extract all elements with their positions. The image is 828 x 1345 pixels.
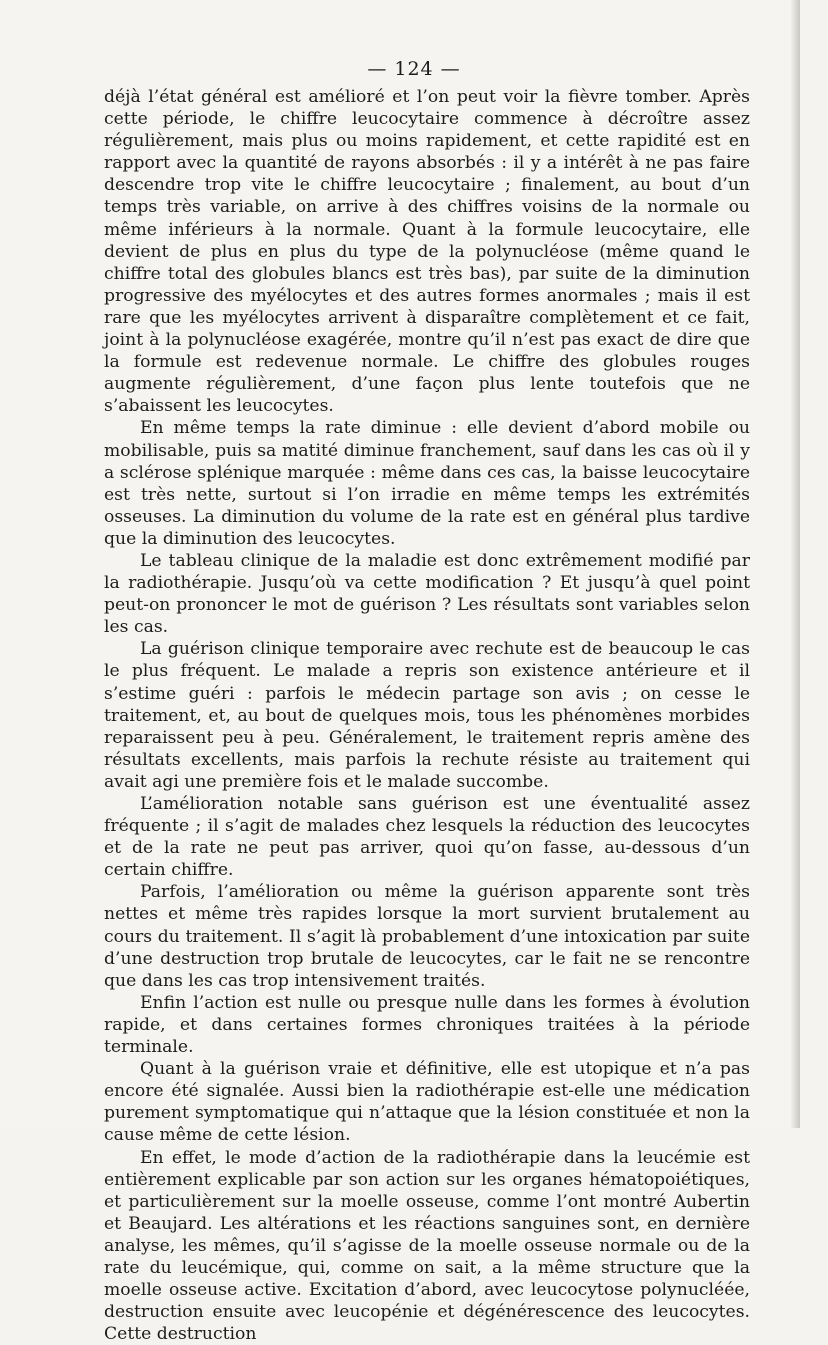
paragraph: Enfin l’action est nulle ou presque nulle dans les formes à évolution rapide, et dans certaines formes chroniques traitées à la période terminale. xyxy=(104,992,750,1058)
body-text xyxy=(104,86,750,1345)
page-edge-shadow xyxy=(790,0,800,1128)
paragraph: En effet, le mode d’action de la radiothérapie dans la leucémie est entièrement explicable par son action sur les organes hématopoiétiques, et particulièrement sur la moelle osseuse, comme l’ont montré Aubertin et Beaujard. Les altérations et les réactions sanguines sont, en dernière analyse, les mêmes, qu’il s’agisse de la moelle osseuse normale ou de la rate du leucémique, qui, comme on sait, a la même structure que la moelle osseuse active. Excitation d’abord, avec leucocytose polynucléée, destruction ensuite avec leucopénie et dégénérescence des leucocytes. Cette destruction xyxy=(104,1147,750,1345)
paragraph: Parfois, l’amélioration ou même la guérison apparente sont très nettes et même très rapides lorsque la mort survient brutalement au cours du traitement. Il s’agit là probablement d’une intoxication par suite d’une destruction trop brutale de leucocytes, car le fait ne se rencontre que dans les cas trop intensivement traités. xyxy=(104,881,750,991)
paragraph: Quant à la guérison vraie et définitive, elle est utopique et n’a pas encore été signalée. Aussi bien la radiothérapie est-elle une médication purement symptomatique qui n’attaque que la lésion constituée et non la cause même de cette lésion. xyxy=(104,1058,750,1146)
paragraph: En même temps la rate diminue : elle devient d’abord mobile ou mobilisable, puis sa matité diminue franchement, sauf dans les cas où il y a sclérose splénique marquée : même dans ces cas, la baisse leucocytaire est très nette, surtout si l’on irradie en même temps les extrémités osseuses. La diminution du volume de la rate est en général plus tardive que la diminution des leucocytes. xyxy=(104,417,750,550)
page-number: — 124 — xyxy=(0,58,828,80)
paragraph: La guérison clinique temporaire avec rechute est de beaucoup le cas le plus fréquent. Le malade a repris son existence antérieure et il s’estime guéri : parfois le médecin partage son avis ; on cesse le traitement, et, au bout de quelques mois, tous les phénomènes morbides reparaissent peu à peu. Généralement, le traitement repris amène des résultats excellents, mais parfois la rechute résiste au traitement qui avait agi une première fois et le malade succombe. xyxy=(104,638,750,793)
paragraph: déjà l’état général est amélioré et l’on peut voir la fièvre tomber. Après cette période, le chiffre leucocytaire commence à décroître assez régulièrement, mais plus ou moins rapidement, et cette rapidité est en rapport avec la quantité de rayons absorbés : il y a intérêt à ne pas faire descendre trop vite le chiffre leucocytaire ; finalement, au bout d’un temps très variable, on arrive à des chiffres voisins de la normale ou même inférieurs à la normale. Quant à la formule leucocytaire, elle devient de plus en plus du type de la polynucléose (même quand le chiffre total des globules blancs est très bas), par suite de la diminution progressive des myélocytes et des autres formes anormales ; mais il est rare que les myélocytes arrivent à disparaître complètement et ce fait, joint à la polynucléose exagérée, montre qu’il n’est pas exact de dire que la formule est redevenue normale. Le chiffre des globules rouges augmente régulièrement, d’une façon plus lente toutefois que ne s’abaissent les leucocytes. xyxy=(104,86,750,417)
paragraph: L’amélioration notable sans guérison est une éventualité assez fréquente ; il s’agit de malades chez lesquels la réduction des leucocytes et de la rate ne peut pas arriver, quoi qu’on fasse, au-dessous d’un certain chiffre. xyxy=(104,793,750,881)
paragraph: Le tableau clinique de la maladie est donc extrêmement modifié par la radiothérapie. Jusqu’où va cette modification ? Et jusqu’à quel point peut-on prononcer le mot de guérison ? Les résultats sont variables selon les cas. xyxy=(104,550,750,638)
